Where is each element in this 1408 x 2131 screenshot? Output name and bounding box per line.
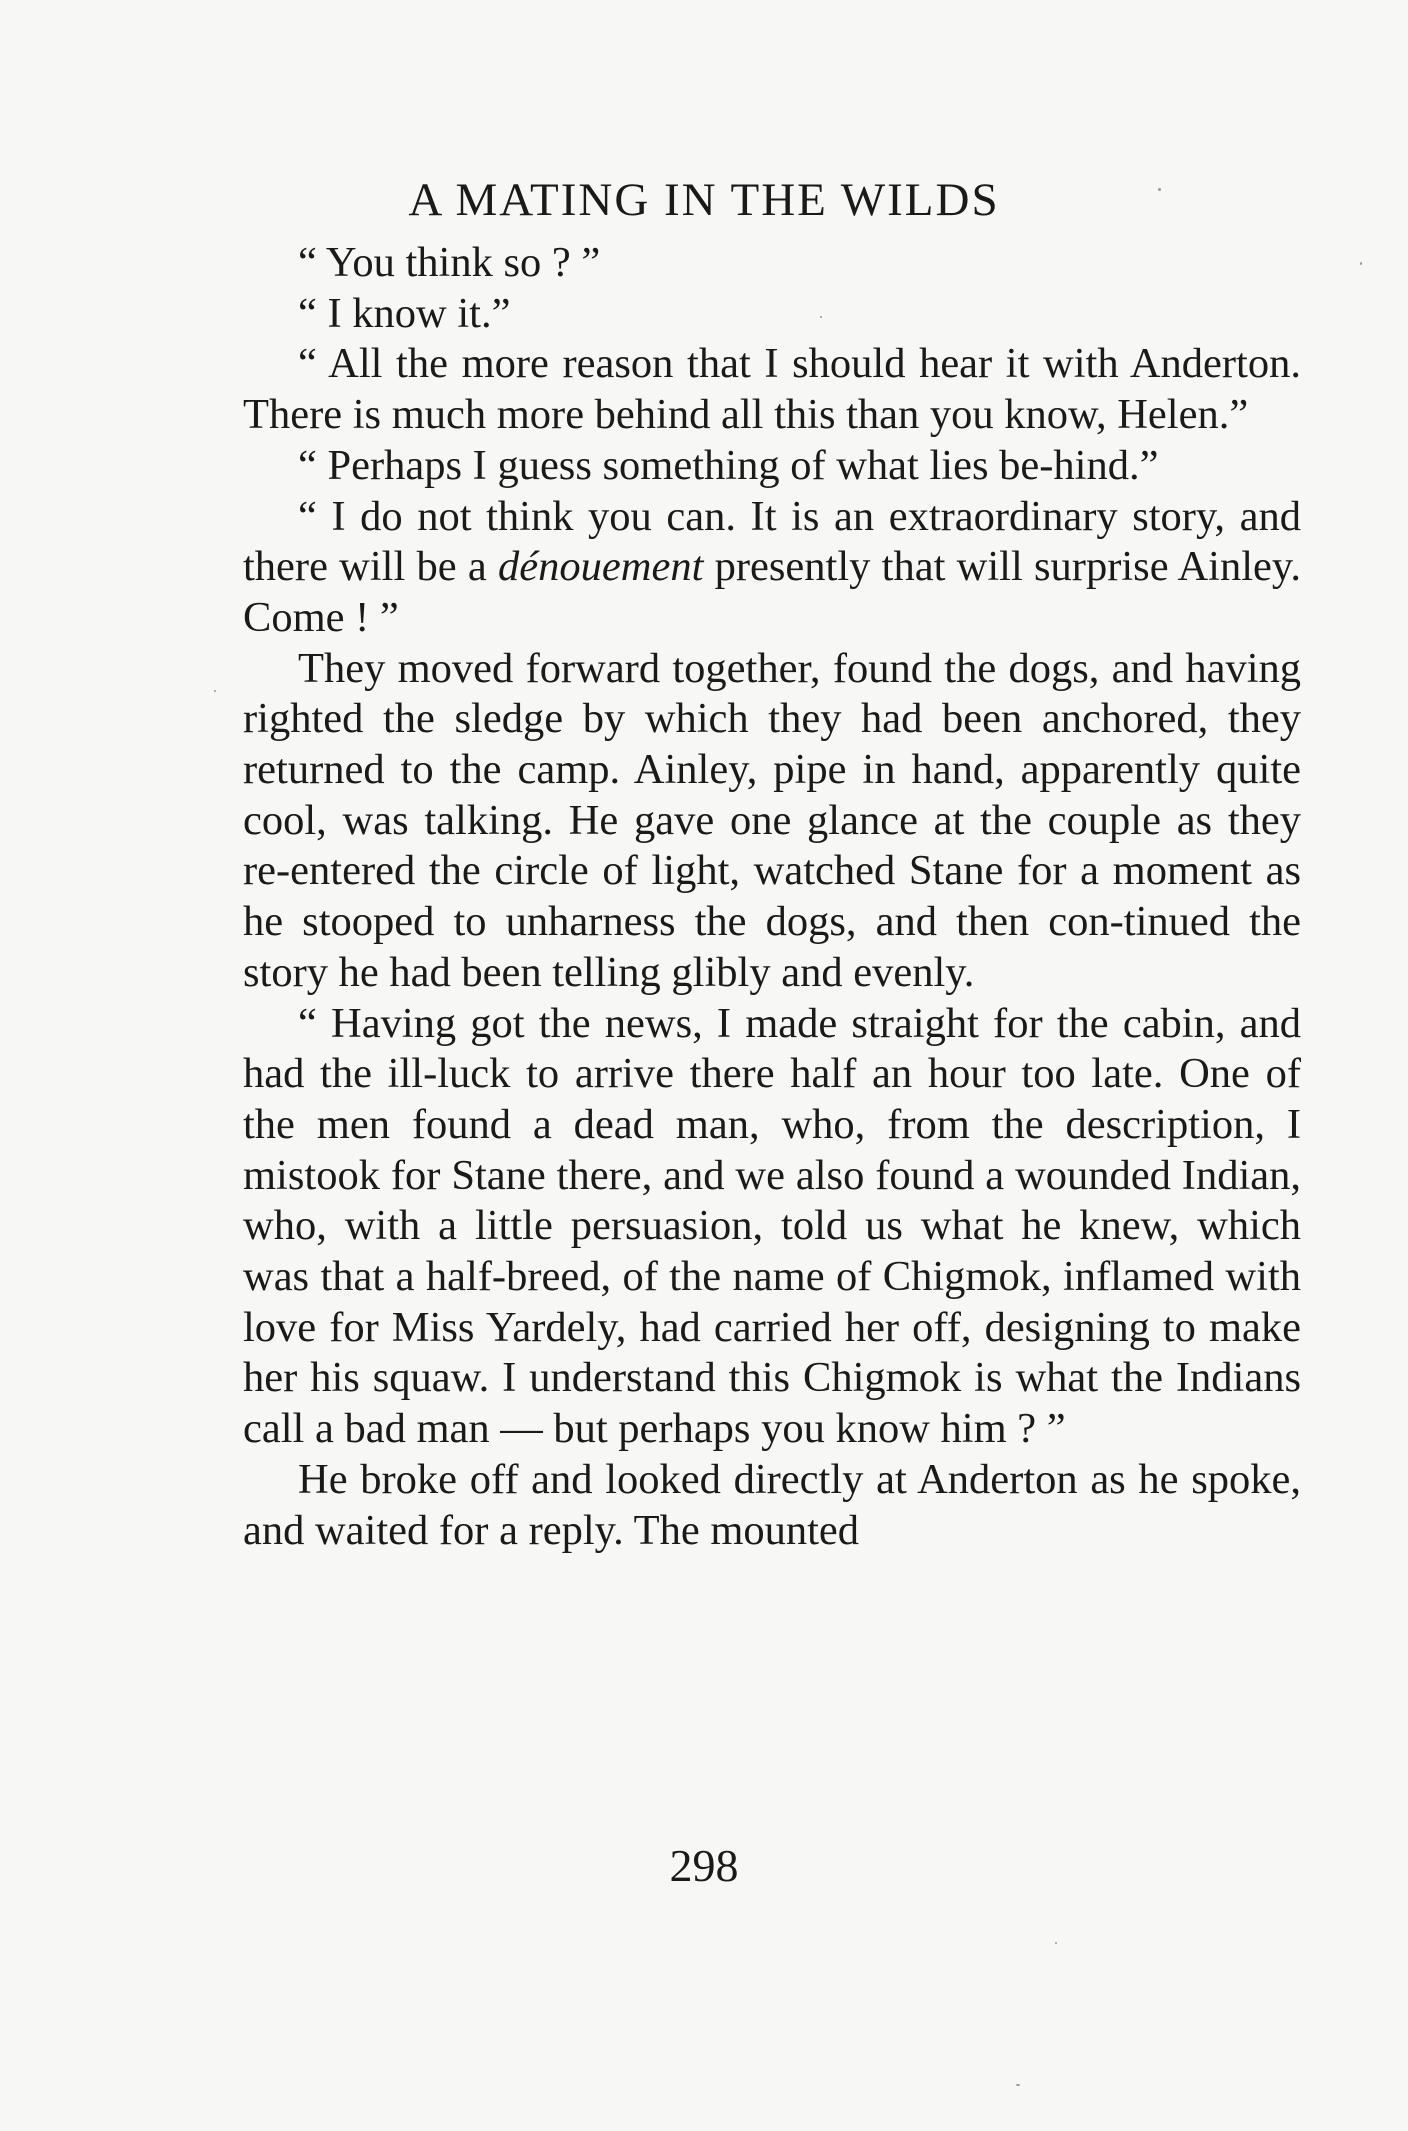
italic-word: dénouement	[498, 543, 704, 591]
body-text	[243, 238, 1301, 1556]
paragraph-dialogue-3: “ All the more reason that I should hear it with Anderton. There is much more behind all this than you know, Helen.”	[243, 340, 1301, 439]
paragraph-dialogue-2: “ I know it.”	[298, 289, 511, 337]
paper-speck	[1016, 2084, 1020, 2086]
paragraph-dialogue-5-end: presently that will surprise Ainley. Come ! ”	[243, 543, 1301, 641]
paragraph-narrative-2: He broke off and looked directly at Anderton as he spoke, and waited for a reply. The mounted	[243, 1455, 1301, 1554]
page-number: 298	[669, 1840, 739, 1891]
paper-speck	[1055, 1942, 1057, 1944]
paragraph-dialogue-4: “ Perhaps I guess something of what lies be-hind.”	[298, 441, 1159, 489]
paragraph-dialogue-5	[243, 492, 1301, 644]
paper-speck	[214, 690, 216, 692]
running-head: A MATING IN THE WILDS	[408, 174, 1000, 226]
paper-speck	[820, 316, 822, 318]
paper-speck	[1360, 262, 1362, 265]
paper-speck	[1158, 188, 1161, 191]
paragraph-dialogue-5-start: “ I do not think you can. It is an extraordinary story, and there will be a	[243, 492, 1301, 591]
paragraph-dialogue-1: “ You think so ? ”	[298, 239, 601, 286]
paragraph-narrative-1: They moved forward together, found the dogs, and having righted the sledge by which they had been anchored, they returned to the camp. Ainley, pipe in hand, apparently quite cool, was talking. He gave one glance at the couple as they re-entered the circle of light, watched Stane for a moment as he stooped to unharness the dogs, and then con-tinued the story he had been telling glibly and evenly.	[243, 644, 1301, 996]
paragraph-dialogue-6: “ Having got the news, I made straight for the cabin, and had the ill-luck to arrive there half an hour too late. One of the men found a dead man, who, from the description, I mistook for Stane there, and we also found a wounded Indian, who, with a little persuasion, told us what he knew, which was that a half-breed, of the name of Chigmok, inflamed with love for Miss Yardely, had carried her off, designing to make her his squaw. I understand this Chigmok is what the Indians call a bad man — but perhaps you know him ? ”	[243, 999, 1301, 1453]
